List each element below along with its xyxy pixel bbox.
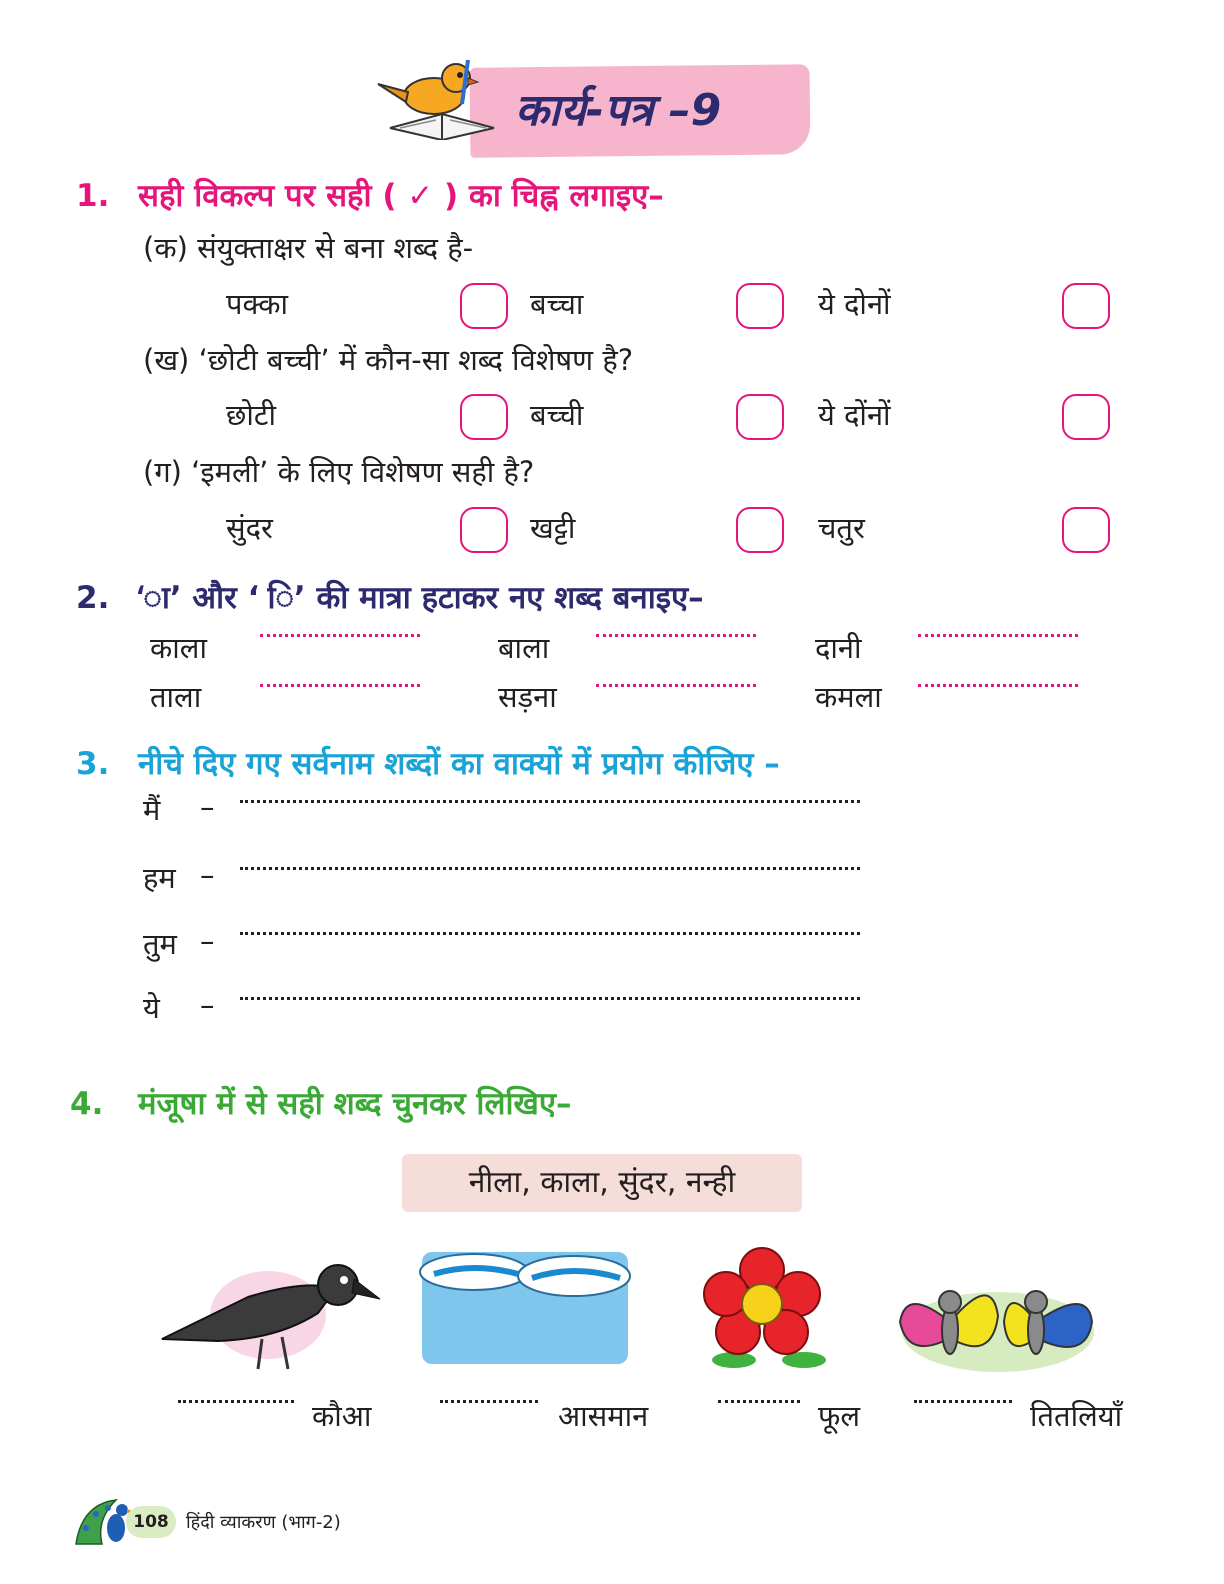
q2-heading-text: ‘ा’ और ‘ ि’ की मात्रा हटाकर नए शब्द बनाइए– <box>138 580 704 616</box>
q1-heading <box>76 174 664 216</box>
q2-answer-line-5[interactable] <box>596 684 756 687</box>
q1b-checkbox-3[interactable] <box>1062 394 1110 440</box>
q1c-checkbox-3[interactable] <box>1062 507 1110 553</box>
book-title: हिंदी व्याकरण (भाग-2) <box>186 1512 341 1533</box>
q2-answer-line-4[interactable] <box>260 684 420 687</box>
q2-answer-line-6[interactable] <box>918 684 1078 687</box>
q4-item-sky: आसमान <box>558 1399 649 1433</box>
q3-dash-2: – <box>200 858 215 892</box>
q2-answer-line-1[interactable] <box>260 634 420 637</box>
page-number: 108 <box>126 1506 176 1538</box>
q4-item-butterflies: तितलियाँ <box>1030 1399 1123 1433</box>
q2-word-bala: बाला <box>498 631 550 665</box>
q3-pronoun-tum: तुम <box>143 927 177 961</box>
bird-reading-illustration <box>372 56 502 140</box>
q3-pronoun-ham: हम <box>143 861 176 895</box>
q2-word-kala: काला <box>150 631 207 665</box>
flower-illustration <box>692 1242 832 1378</box>
q1c-option-3: चतुर <box>818 511 865 545</box>
q2-heading <box>76 576 704 618</box>
q2-answer-line-3[interactable] <box>918 634 1078 637</box>
q1b-option-2: बच्ची <box>530 398 584 432</box>
q1a-checkbox-2[interactable] <box>736 283 784 329</box>
q1c-checkbox-1[interactable] <box>460 507 508 553</box>
q1c-option-1: सुंदर <box>226 511 273 545</box>
q3-heading <box>76 742 780 784</box>
butterflies-illustration <box>896 1266 1100 1376</box>
q4-heading <box>70 1082 572 1124</box>
sky-clouds-illustration <box>414 1242 636 1372</box>
q4-answer-line-3[interactable] <box>718 1400 800 1403</box>
q1b-option-1: छोटी <box>226 398 276 432</box>
q3-number: 3. <box>76 746 110 782</box>
word-bank-box: नीला, काला, सुंदर, नन्ही <box>402 1154 802 1212</box>
q1c-option-2: खट्टी <box>530 511 576 545</box>
q1-number: 1. <box>76 178 110 214</box>
q3-answer-line-2[interactable] <box>240 867 860 870</box>
q3-dash-4: – <box>200 988 215 1022</box>
q1-part-ga: (ग) ‘इमली’ के लिए विशेषण सही है? <box>143 455 535 489</box>
q1a-checkbox-1[interactable] <box>460 283 508 329</box>
q3-dash-1: – <box>200 790 215 824</box>
q1a-checkbox-3[interactable] <box>1062 283 1110 329</box>
page-title: कार्य-पत्र –9 <box>515 85 722 136</box>
q2-word-tala: ताला <box>150 680 202 714</box>
q4-item-crow: कौआ <box>312 1399 372 1433</box>
q1b-checkbox-2[interactable] <box>736 394 784 440</box>
q3-answer-line-3[interactable] <box>240 932 860 935</box>
q3-answer-line-4[interactable] <box>240 997 860 1000</box>
q4-number: 4. <box>70 1086 104 1122</box>
q1c-checkbox-2[interactable] <box>736 507 784 553</box>
q4-answer-line-4[interactable] <box>914 1400 1012 1403</box>
q2-number: 2. <box>76 580 110 616</box>
q1a-option-3: ये दोनों <box>818 287 891 321</box>
q3-heading-text: नीचे दिए गए सर्वनाम शब्दों का वाक्यों में प्रयोग कीजिए – <box>138 746 780 782</box>
q1b-checkbox-1[interactable] <box>460 394 508 440</box>
q3-pronoun-main: मैं <box>143 793 161 827</box>
q4-heading-text: मंजूषा में से सही शब्द चुनकर लिखिए– <box>138 1086 572 1122</box>
crow-illustration <box>158 1255 382 1387</box>
q2-word-kamla: कमला <box>815 680 882 714</box>
q2-word-sadna: सड़ना <box>498 680 557 714</box>
q1a-option-2: बच्चा <box>530 287 584 321</box>
q1a-option-1: पक्का <box>226 287 289 321</box>
q3-answer-line-1[interactable] <box>240 800 860 803</box>
q4-item-flower: फूल <box>818 1399 861 1433</box>
q2-answer-line-2[interactable] <box>596 634 756 637</box>
q4-answer-line-2[interactable] <box>440 1400 538 1403</box>
q1-part-ka: (क) संयुक्ताक्षर से बना शब्द है- <box>143 231 474 265</box>
q1-heading-text: सही विकल्प पर सही ( ✓ ) का चिह्न लगाइए– <box>138 178 664 214</box>
q3-dash-3: – <box>200 924 215 958</box>
q1b-option-3: ये दोंनों <box>818 398 891 432</box>
q3-pronoun-ye: ये <box>143 991 160 1025</box>
q1-part-kha: (ख) ‘छोटी बच्ची’ में कौन-सा शब्द विशेषण है? <box>143 343 634 377</box>
q2-word-dani: दानी <box>815 631 862 665</box>
q4-answer-line-1[interactable] <box>178 1400 294 1403</box>
